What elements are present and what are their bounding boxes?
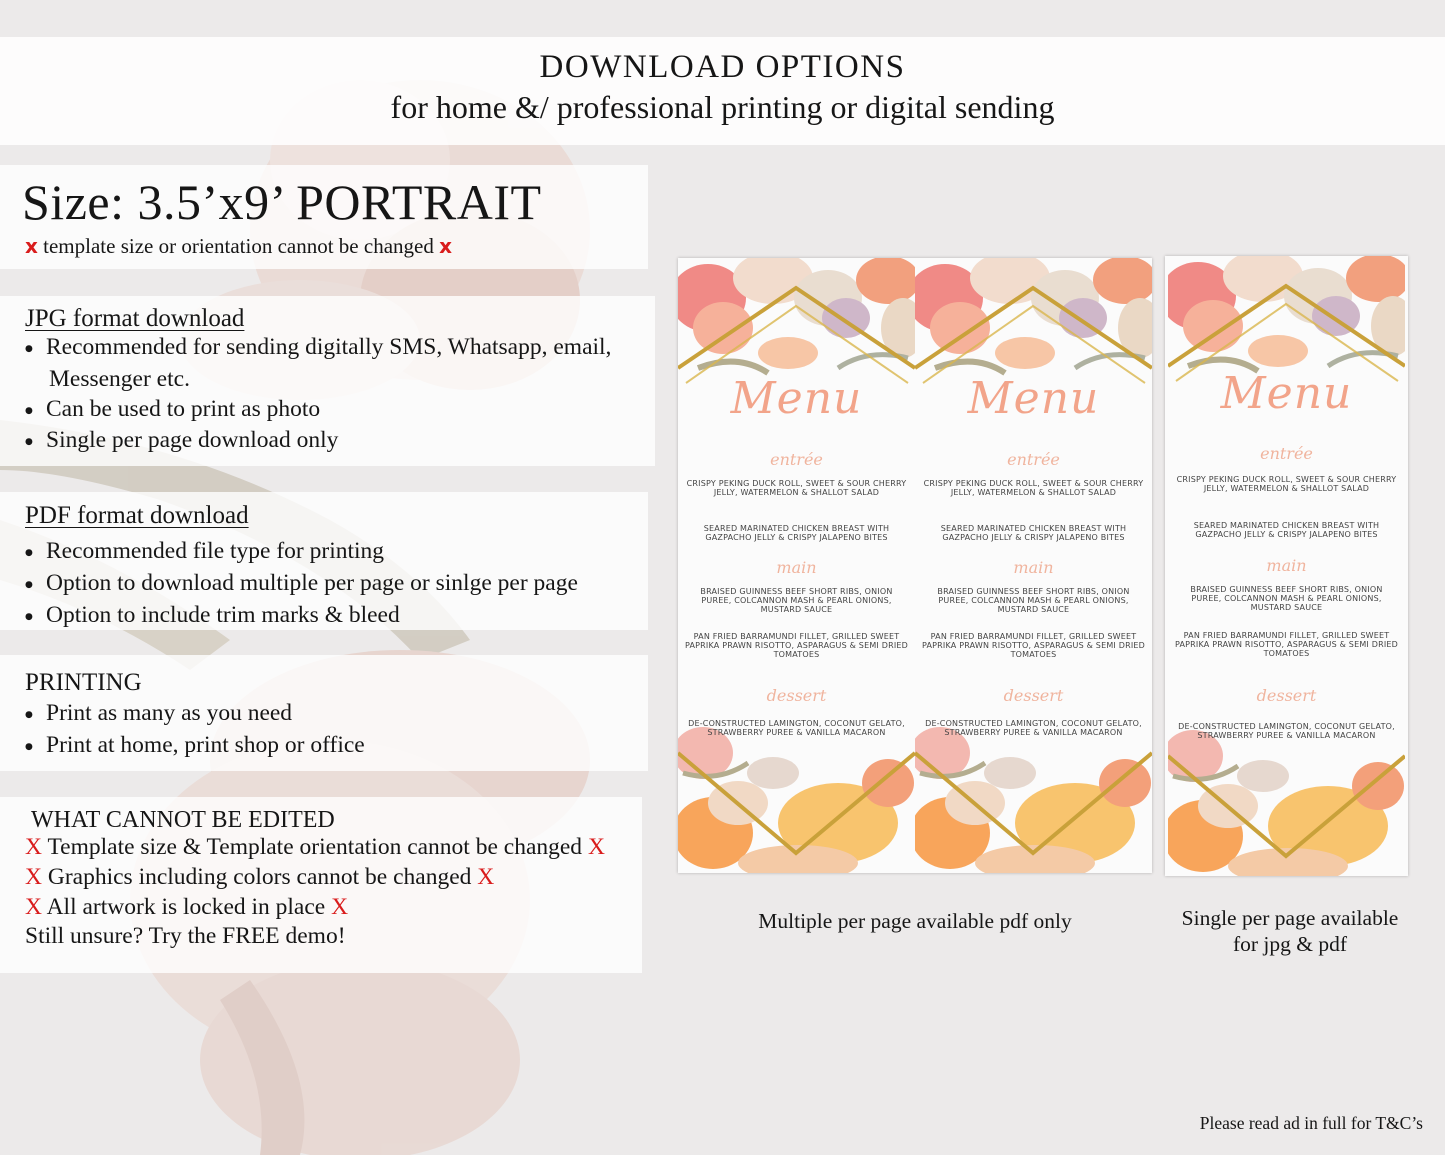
menu-item: DE-CONSTRUCTED LAMINGTON, COCONUT GELATO, STRAWBERRY PUREE & VANILLA MACARON: [925, 719, 1142, 738]
jpg-section: [0, 296, 655, 466]
red-x-icon: X: [25, 834, 42, 860]
printing-title: PRINTING: [25, 669, 142, 696]
jpg-title: JPG format download: [25, 305, 245, 332]
menu-item: CRISPY PEKING DUCK ROLL, SWEET & SOUR CHERRY JELLY, WATERMELON & SHALLOT SALAD: [686, 479, 907, 498]
red-x-icon: x: [25, 234, 38, 258]
pdf-list: [25, 537, 578, 632]
red-x-icon: X: [587, 834, 605, 860]
menu-item: PAN FRIED BARRAMUNDI FILLET, GRILLED SWEET PAPRIKA PRAWN RISOTTO, ASPARAGUS & SEMI DRIED TOMATOES: [684, 632, 909, 660]
printing-section: [0, 655, 648, 771]
red-x-icon: X: [331, 893, 349, 920]
list-item: Messenger etc.: [49, 365, 190, 392]
menu-main-heading: main: [776, 558, 817, 577]
menu-title: Menu: [967, 373, 1100, 424]
terms-footnote: Please read ad in full for T&C’s: [1199, 1113, 1423, 1133]
list-item: ● Print at home, print shop or office: [25, 731, 365, 763]
menu-item: BRAISED GUINNESS BEEF SHORT RIBS, ONION PUREE, COLCANNON MASH & PEARL ONIONS, MUSTARD SAUCE: [700, 587, 893, 615]
menu-card-right: [915, 258, 1152, 873]
menu-preview-multiple: [678, 258, 1152, 873]
jpg-list: [25, 333, 611, 458]
list-item: ● Single per page download only: [25, 426, 611, 458]
menu-item: BRAISED GUINNESS BEEF SHORT RIBS, ONION PUREE, COLCANNON MASH & PEARL ONIONS, MUSTARD SAUCE: [937, 587, 1130, 615]
size-note: [25, 234, 452, 259]
list-item: ● Option to include trim marks & bleed: [25, 601, 578, 633]
menu-item: BRAISED GUINNESS BEEF SHORT RIBS, ONION PUREE, COLCANNON MASH & PEARL ONIONS, MUSTARD SAUCE: [1190, 585, 1383, 613]
page-subtitle: for home &/ professional printing or digital sending: [390, 89, 1055, 125]
caption-multiple: Multiple per page available pdf only: [758, 909, 1072, 933]
size-title: Size: 3.5’x9’ PORTRAIT: [22, 174, 542, 230]
menu-preview-single: [1165, 256, 1408, 876]
menu-main-heading: main: [1013, 558, 1054, 577]
menu-item: DE-CONSTRUCTED LAMINGTON, COCONUT GELATO, STRAWBERRY PUREE & VANILLA MACARON: [1178, 722, 1395, 741]
list-item: X Template size & Template orientation cannot be changed X: [25, 834, 605, 860]
list-item: ● Can be used to print as photo: [25, 395, 611, 427]
list-item: ● Print as many as you need: [25, 699, 365, 731]
not-editable-closing: Still unsure? Try the FREE demo!: [25, 923, 346, 950]
page-title: DOWNLOAD OPTIONS: [539, 49, 906, 85]
menu-dessert-heading: dessert: [1003, 686, 1064, 705]
red-x-icon: X: [25, 893, 42, 920]
list-item: X Graphics including colors cannot be changed X: [25, 863, 495, 890]
menu-dessert-heading: dessert: [1256, 686, 1317, 705]
caption-single: [1150, 905, 1430, 957]
caption-single-line: for jpg & pdf: [1232, 932, 1348, 956]
list-item: ● Option to download multiple per page or sinlge per page: [25, 569, 578, 601]
menu-item: PAN FRIED BARRAMUNDI FILLET, GRILLED SWEET PAPRIKA PRAWN RISOTTO, ASPARAGUS & SEMI DRIED TOMATOES: [921, 632, 1146, 660]
menu-card-single: [1168, 256, 1405, 876]
menu-entree-heading: entrée: [1260, 444, 1313, 463]
list-item: ● Recommended for sending digitally SMS, Whatsapp, email,: [25, 333, 611, 365]
printing-list: [25, 699, 365, 763]
menu-title: Menu: [730, 373, 863, 424]
list-item: ● Recommended file type for printing: [25, 537, 578, 569]
red-x-icon: X: [25, 863, 42, 890]
menu-entree-heading: entrée: [1007, 450, 1060, 469]
menu-item: PAN FRIED BARRAMUNDI FILLET, GRILLED SWEET PAPRIKA PRAWN RISOTTO, ASPARAGUS & SEMI DRIED TOMATOES: [1174, 631, 1399, 659]
pdf-section: [0, 492, 648, 630]
menu-main-heading: main: [1266, 556, 1307, 575]
menu-item: SEARED MARINATED CHICKEN BREAST WITH GAZPACHO JELLY & CRISPY JALAPENO BITES: [1193, 521, 1380, 540]
menu-item: SEARED MARINATED CHICKEN BREAST WITH GAZPACHO JELLY & CRISPY JALAPENO BITES: [940, 524, 1127, 543]
menu-card-left: [678, 258, 915, 873]
menu-item: CRISPY PEKING DUCK ROLL, SWEET & SOUR CHERRY JELLY, WATERMELON & SHALLOT SALAD: [923, 479, 1144, 498]
size-note-text: template size or orientation cannot be changed: [43, 234, 434, 258]
not-editable-title: WHAT CANNOT BE EDITED: [31, 807, 335, 833]
list-item: X All artwork is locked in place X: [25, 893, 349, 920]
size-panel: [0, 165, 648, 269]
header-banner: [0, 37, 1445, 145]
not-editable-list: [25, 833, 605, 952]
menu-item: DE-CONSTRUCTED LAMINGTON, COCONUT GELATO, STRAWBERRY PUREE & VANILLA MACARON: [688, 719, 905, 738]
menu-item: SEARED MARINATED CHICKEN BREAST WITH GAZPACHO JELLY & CRISPY JALAPENO BITES: [703, 524, 890, 543]
menu-title: Menu: [1220, 368, 1353, 419]
pdf-title: PDF format download: [25, 502, 249, 529]
not-editable-section: [0, 797, 642, 973]
red-x-icon: x: [439, 234, 452, 258]
menu-entree-heading: entrée: [770, 450, 823, 469]
menu-item: CRISPY PEKING DUCK ROLL, SWEET & SOUR CHERRY JELLY, WATERMELON & SHALLOT SALAD: [1176, 475, 1397, 494]
menu-dessert-heading: dessert: [766, 686, 827, 705]
caption-single-line: Single per page available: [1181, 906, 1399, 930]
red-x-icon: X: [477, 863, 495, 890]
